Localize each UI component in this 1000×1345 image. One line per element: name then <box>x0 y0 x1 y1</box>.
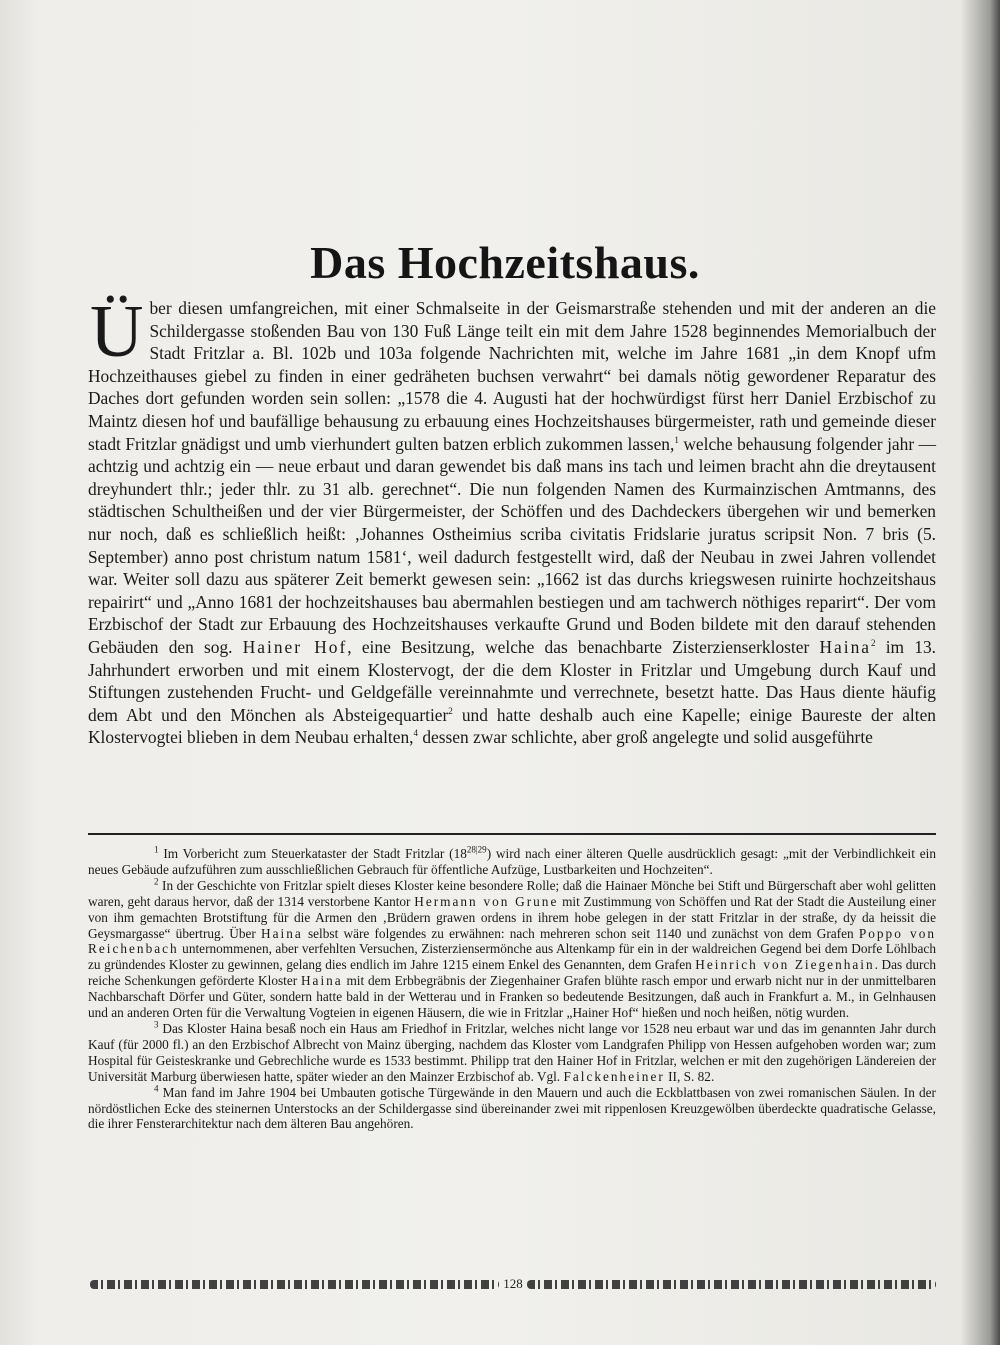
footnotes <box>88 846 936 1132</box>
page-number: 128 <box>503 1276 523 1291</box>
footnote-emphasis: Poppo von Reichenbach <box>88 925 936 957</box>
emphasis-haina: Haina <box>819 636 871 657</box>
ornament-left <box>90 1280 499 1289</box>
footnote-4 <box>88 1085 936 1133</box>
footnote-1 <box>88 846 936 878</box>
footnote-mark: 3 <box>154 1019 159 1030</box>
page-footer <box>90 1276 936 1292</box>
footnote-text: Im Vorbericht zum Steuerkataster der Stadt Fritzlar (18 <box>158 846 467 861</box>
footnote-emphasis: Hermann von Grune <box>414 893 559 909</box>
footnote-mark: 2 <box>154 876 159 887</box>
footnote-divider <box>88 833 936 835</box>
text-segment: und hatte deshalb auch eine Kapelle; einige Baureste der alten Klostervogtei blieben in dem Neubau erhalten, <box>88 704 937 748</box>
text-segment: , eine Besitzung, welche das benachbarte Zisterzienserkloster <box>347 636 820 657</box>
ornament-right <box>527 1280 936 1289</box>
drop-cap: Ü <box>90 291 144 373</box>
main-text <box>88 291 937 749</box>
footnote-ref: 2 <box>448 705 453 716</box>
footnote-2 <box>88 878 936 1021</box>
text-segment: dessen zwar schlichte, aber groß angelegte und solid ausgeführte <box>418 727 873 748</box>
footnote-text: . Das durch reiche Schenkungen geförderte Kloster <box>88 957 936 989</box>
footnote-mark: 4 <box>154 1083 159 1094</box>
footnote-text: mit dem Erbbegräbnis der Ziegenhainer Grafen blühte rasch empor und erwarb nicht nur in der unmittelbaren Nachbarschaft Dörfer und Güter, sondern hatte bald in der Wetterau und in Franken so bedeutende Besitzungen, daß auch in Frankfurt a. M., in Gelnhausen und an anderen Orten für die Verwaltung Vogteien in eigenen Häusern, die wie in Fritzlar „Hainer Hof“ hießen und noch heißen, nötig wurden. <box>88 973 936 1021</box>
footnote-text: Das Kloster Haina besaß noch ein Haus am Friedhof in Fritzlar, welches nicht lange vor 1528 neu erbaut war und das im genannten Jahr durch Kauf (für 2000 fl.) an den Erzbischof Albrecht von Mainz überging, nachdem das Kloster vom Landgrafen Philipp von Hessen aufgehoben worden war; zum Hospital für Geisteskranke und Gebrechliche wurde es 1533 bestimmt. Philipp trat den Hainer Hof in Fritzlar, welchen er mit den zugehörigen Ländereien der Universität Marburg überwiesen hatte, später wieder an den Mainzer Erzbischof ab. Vgl. <box>88 1020 936 1084</box>
text-segment: ber diesen umfangreichen, mit einer Schmalseite in der Geismarstraße stehenden und mit der anderen an die Schildergasse stoßenden Bau von 130 Fuß Länge teilt ein mit dem Jahre 1528 beginnendes Memorialbuch der Stadt Fritzlar a. Bl. 102b und 103a folgende Nachrichten mit, welche im Jahre 1681 „in dem Knopf ufm Hochzeithauses giebel zu finden in einer gedräheten buchsen verwahrt“ bei damals nötig gewordener Reparatur des Daches dort gefunden worden sein sollen: „1578 die 4. Augusti hat der hochwürdigst fürst herr Daniel Erzbischof zu Maintz diesen hof und baufällige behausung zu erbauung eines Hochzeitshauses bürgermeister, rath und gemeinde dieser stadt Fritzlar gnädigst und umb vierhundert gulten batzen erblich zukommen lassen, <box>88 298 936 454</box>
footnote-text: ) wird nach einer älteren Quelle ausdrücklich gesagt: „mit der Verbindlichkeit ein neues Gebäude aufzuführen zum ausschließlichen Gebrauch für öffentliche Aufzüge, Lustbarkeiten und Hochzeiten“. <box>88 846 937 877</box>
footnote-text: Man fand im Jahre 1904 bei Umbauten gotische Türgewände in den Mauern und auch die Eckblattbasen von zwei romanischen Säulen. In der nördöstlichen Ecke des steinernen Unterstocks an der Schildergasse sind übereinander zwei mit rippenlosen Kreuzgewölben überdeckte quadratische Gelasse, die ihrer Fensterarchitektur nach dem älteren Bau angehören. <box>88 1084 936 1132</box>
footnote-emphasis: Heinrich von Ziegenhain <box>695 957 875 973</box>
footnote-text: selbst wäre folgendes zu erwähnen: nach mehreren schon seit 1140 und zunächst von dem Grafen <box>302 925 859 941</box>
footnote-text: II, S. 82. <box>664 1068 715 1084</box>
footnote-text: unternommenen, aber verfehlten Versuchen, Zisterziensermönche aus Altenkamp für ein in der waldreichen Gegend bei dem Dorfe Löhlbach zu gründendes Kloster zu gewinnen, gelang dies endlich im Jahre 1215 einem Enkel des Genannten, dem Grafen <box>88 941 936 973</box>
footnote-superscript: 28|29 <box>466 844 487 855</box>
text-segment: welche behausung folgender jahr — achtzig und achtzig ein — neue erbaut und daran gewendet bis daß mans ins tach und leimen bracht ahn die dreytausent dreyhundert thlr.; jeder thlr. zu 31 alb. gerechnet“. Die nun folgenden Namen des Kurmainzischen Amtmanns, des städtischen Schultheißen und der vier Bürgermeister, der Schöffen und des Dachdeckers übergehen wir und bemerken nur noch, daß es schließlich heißt: ‚Johannes Ostheimius scriba civitatis Fridslarie juratus scripsit Non. 7 bris (5. September) anno post christum natum 1581‘, weil dadurch festgestellt wird, daß der Neubau in zwei Jahren vollendet war. Weiter soll dazu aus späterer Zeit bemerkt gewesen sein: „1662 ist das durchs kriegswesen ruinirte hochzeitshaus repairirt“ und „Anno 1681 der hochzeitshauses bau abermahlen bestiegen und am tachwerch nöthiges reparirt“. Der vom Erzbischof der Stadt zur Erbauung des Hochzeitshauses verkaufte Grund und Boden bildete mit den darauf stehenden Gebäuden den sog. <box>88 433 937 657</box>
emphasis-hainer-hof: Hainer Hof <box>242 636 348 657</box>
footnote-emphasis: Falckenheiner <box>563 1068 665 1084</box>
footnote-mark: 1 <box>154 844 159 855</box>
footnote-emphasis: Haina <box>300 973 343 989</box>
footnote-text: mit Zustimmung von Schöffen und Rat der Stadt die Austeilung einer von ihm gemachten Brotstiftung für die Armen den ‚Brüdern grawen ordens in ihrem hobe gelegen in der statt Fritzlar in der straße, dy da heissit die Geysmargasse“ übertrug. Über <box>88 893 936 941</box>
footnote-emphasis: Haina <box>261 925 303 941</box>
footnote-3 <box>88 1021 936 1085</box>
text-segment: im 13. Jahrhundert erworben und mit einem Klostervogt, der die dem Kloster in Fritzlar und Umgebung durch Kauf und Stiftungen zustehenden Frucht- und Geldgefälle vereinnahmte und verrechnete, besetzt hatte. Das Haus diente häufig dem Abt und den Mönchen als Absteigequartier <box>88 636 936 725</box>
page-title: Das Hochzeitshaus. <box>310 236 700 288</box>
footnote-ref: 1 <box>674 434 679 445</box>
footnote-text: In der Geschichte von Fritzlar spielt dieses Kloster keine besondere Rolle; daß die Hainaer Mönche bei Stift und Bürgerschaft aber wohl gelitten waren, geht daraus hervor, daß der 1314 verstorbene Kantor <box>88 877 936 909</box>
footnote-ref: 4 <box>413 728 418 739</box>
footnote-ref: 2 <box>871 638 876 649</box>
